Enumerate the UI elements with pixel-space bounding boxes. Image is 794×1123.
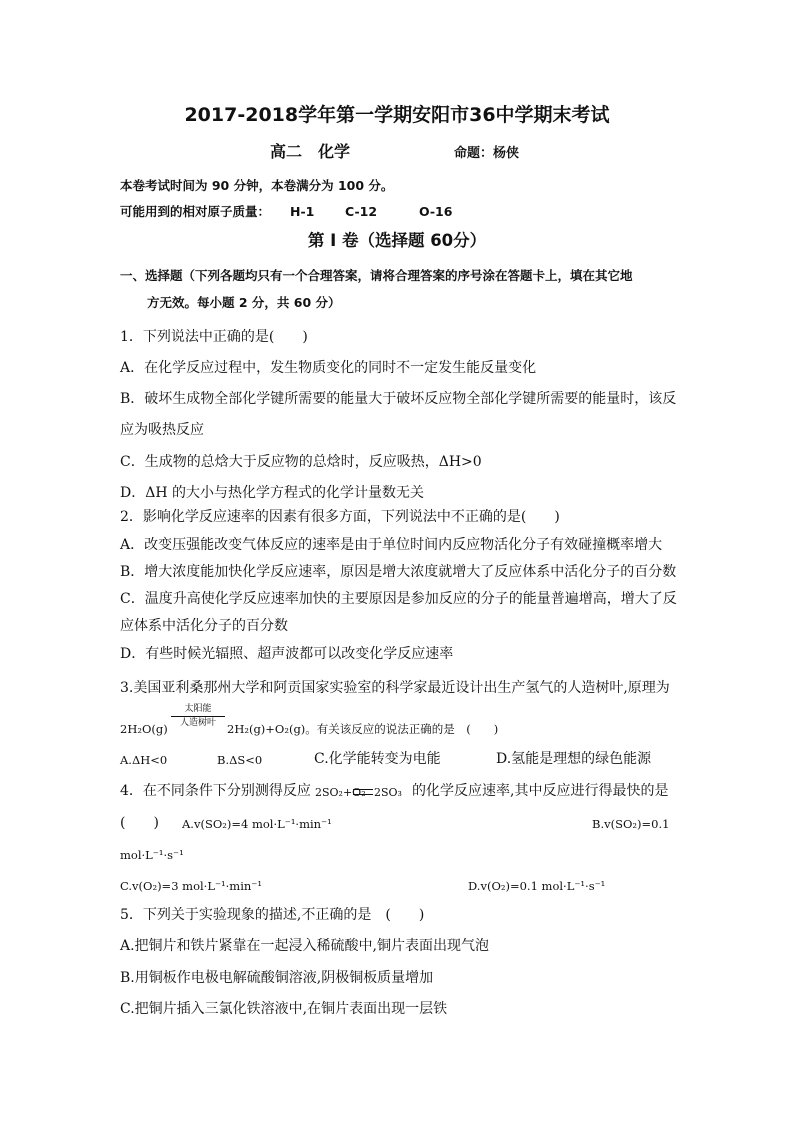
- q2-option-b: B．增大浓度能加快化学反应速率，原因是增大浓度就增大了反应体系中活化分子的百分数: [120, 564, 677, 580]
- q1-option-c: C．生成物的总焓大于反应物的总焓时，反应吸热，ΔH>0: [120, 454, 482, 470]
- q5-stem: 5．下列关于实验现象的描述,不正确的是 ( ): [120, 907, 425, 923]
- q3-condition-bottom: 人造树叶: [179, 718, 216, 728]
- q4-option-b: B.v(SO₂)=0.1: [592, 817, 670, 831]
- q4-equilibrium-arrow: [353, 789, 373, 795]
- q4-option-d: D.v(O₂)=0.1 mol·L⁻¹·s⁻¹: [468, 879, 606, 893]
- q1-option-b: B．破坏生成物全部化学键所需要的能量大于破坏反应物全部化学键所需要的能量时，该反: [120, 391, 677, 407]
- section-title: 第 I 卷（选择题 60分）: [307, 231, 487, 250]
- exam-time-score: 本卷考试时间为 90 分钟，本卷满分为 100 分。: [120, 178, 394, 193]
- q3-equation-left: 2H₂O(g): [120, 722, 168, 736]
- q3-option-c: C.化学能转变为电能: [314, 751, 441, 767]
- atomic-mass-label: 可能用到的相对原子质量：: [120, 204, 271, 219]
- q3-reaction-arrow: [171, 716, 225, 717]
- grade-subject: [270, 142, 520, 162]
- q2-option-c: C．温度升高使化学反应速率加快的主要原因是参加反应的分子的能量普遍增高，增大了反: [120, 591, 677, 607]
- q4-reactants: 2SO₂+O₂: [315, 786, 366, 799]
- q3-stem: 3.美国亚利桑那州大学和阿贡国家实验室的科学家最近设计出生产氢气的人造树叶,原理为: [120, 680, 670, 696]
- q1-option-a: A．在化学反应过程中，发生物质变化的同时不一定发生能反量变化: [120, 360, 537, 376]
- q3-reaction-condition: [171, 704, 225, 729]
- atomic-mass-o: O-16: [419, 204, 453, 219]
- author-label: 命题：杨侠: [454, 146, 520, 161]
- q4-option-b-cont: mol·L⁻¹·s⁻¹: [120, 848, 184, 862]
- section-instructions: 一、选择题（下列各题均只有一个合理答案，请将合理答案的序号涂在答题卡上，填在其它地: [120, 268, 633, 283]
- q4-product: 2SO₃: [374, 786, 402, 799]
- q4-option-a: A.v(SO₂)=4 mol·L⁻¹·min⁻¹: [182, 817, 332, 831]
- exam-title: 2017-2018学年第一学期安阳市36中学期末考试: [184, 104, 610, 126]
- q3-option-b: B.ΔS<0: [217, 753, 263, 767]
- q1-option-d: D．ΔH 的大小与热化学方程式的化学计量数无关: [120, 485, 424, 501]
- section-instructions-cont: 方无效。每小题 2 分，共 60 分）: [147, 295, 341, 310]
- q3-option-a: A.ΔH<0: [120, 753, 168, 767]
- grade-subject-label: 高二 化学: [270, 142, 351, 161]
- q4-stem: 4．在不同条件下分别测得反应: [120, 783, 311, 799]
- atomic-mass-c: C-12: [345, 204, 378, 219]
- q2-option-c-cont: 应体系中活化分子的百分数: [120, 618, 288, 634]
- q4-blank: ( ): [120, 815, 159, 831]
- q1-stem: 1．下列说法中正确的是( ): [120, 329, 308, 345]
- q2-option-a: A．改变压强能改变气体反应的速率是由于单位时间内反应物活化分子有效碰撞概率增大: [120, 537, 663, 553]
- atomic-mass-h: H-1: [290, 204, 315, 219]
- q3-condition-top: 太阳能: [184, 704, 212, 714]
- q1-option-b-cont: 应为吸热反应: [120, 422, 204, 438]
- q5-option-b: B.用铜板作电极电解硫酸铜溶液,阴极铜板质量增加: [120, 970, 434, 986]
- q2-stem: 2．影响化学反应速率的因素有很多方面，下列说法中不正确的是( ): [120, 509, 560, 525]
- q4-stem-cont: 的化学反应速率,其中反应进行得最快的是: [412, 783, 669, 799]
- q5-option-c: C.把铜片插入三氯化铁溶液中,在铜片表面出现一层铁: [120, 1001, 448, 1017]
- q4-option-c: C.v(O₂)=3 mol·L⁻¹·min⁻¹: [120, 879, 262, 893]
- q5-option-a: A.把铜片和铁片紧靠在一起浸入稀硫酸中,铜片表面出现气泡: [120, 938, 490, 954]
- q3-equation-right: 2H₂(g)+O₂(g)。有关该反应的说法正确的是 ( ): [227, 722, 499, 736]
- q2-option-d: D．有些时候光辐照、超声波都可以改变化学反应速率: [120, 646, 454, 662]
- q3-option-d: D.氢能是理想的绿色能源: [496, 751, 652, 767]
